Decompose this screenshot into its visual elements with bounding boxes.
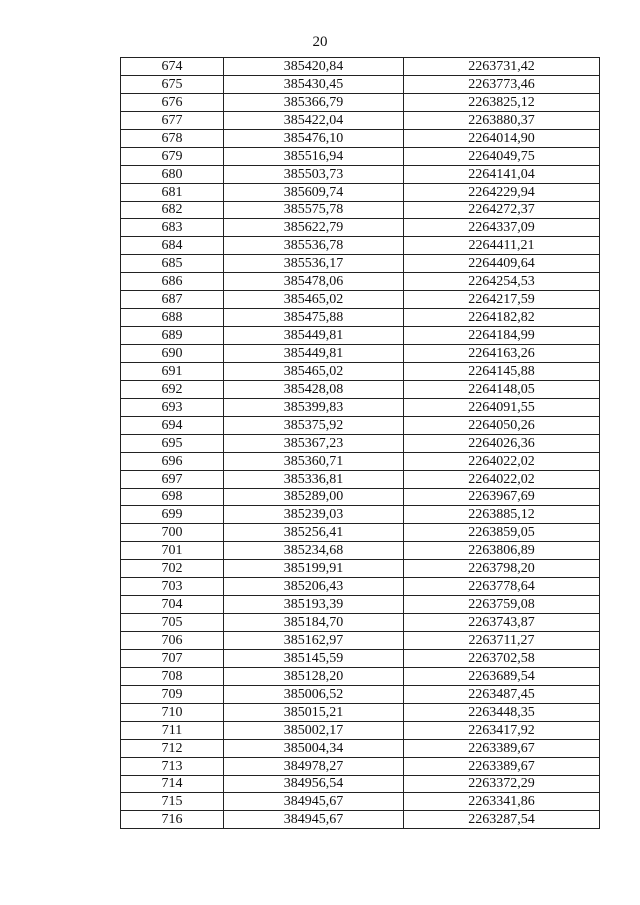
- y-coordinate-cell: 2263487,45: [404, 685, 600, 703]
- table-row: [121, 183, 600, 201]
- point-number-cell: 688: [121, 309, 224, 327]
- point-number-cell: 704: [121, 596, 224, 614]
- x-coordinate-cell: 384956,54: [224, 775, 404, 793]
- y-coordinate-cell: 2264182,82: [404, 309, 600, 327]
- point-number-cell: 697: [121, 470, 224, 488]
- x-coordinate-cell: 385256,41: [224, 524, 404, 542]
- point-number-cell: 710: [121, 703, 224, 721]
- y-coordinate-cell: 2263689,54: [404, 667, 600, 685]
- y-coordinate-cell: 2264184,99: [404, 327, 600, 345]
- table-row: [121, 327, 600, 345]
- y-coordinate-cell: 2264409,64: [404, 255, 600, 273]
- y-coordinate-cell: 2264014,90: [404, 129, 600, 147]
- y-coordinate-cell: 2263702,58: [404, 649, 600, 667]
- x-coordinate-cell: 385234,68: [224, 542, 404, 560]
- point-number-cell: 680: [121, 165, 224, 183]
- table-row: [121, 578, 600, 596]
- table-row: [121, 488, 600, 506]
- y-coordinate-cell: 2263448,35: [404, 703, 600, 721]
- point-number-cell: 703: [121, 578, 224, 596]
- point-number-cell: 705: [121, 614, 224, 632]
- y-coordinate-cell: 2264145,88: [404, 362, 600, 380]
- table-row: [121, 255, 600, 273]
- table-row: [121, 129, 600, 147]
- y-coordinate-cell: 2263372,29: [404, 775, 600, 793]
- x-coordinate-cell: 385128,20: [224, 667, 404, 685]
- coordinates-table-body: [121, 58, 600, 829]
- y-coordinate-cell: 2264254,53: [404, 273, 600, 291]
- x-coordinate-cell: 385476,10: [224, 129, 404, 147]
- point-number-cell: 714: [121, 775, 224, 793]
- y-coordinate-cell: 2263341,86: [404, 793, 600, 811]
- page-number: 20: [312, 34, 328, 50]
- x-coordinate-cell: 385336,81: [224, 470, 404, 488]
- point-number-cell: 687: [121, 291, 224, 309]
- x-coordinate-cell: 385465,02: [224, 291, 404, 309]
- table-row: [121, 273, 600, 291]
- point-number-cell: 694: [121, 416, 224, 434]
- table-row: [121, 793, 600, 811]
- point-number-cell: 713: [121, 757, 224, 775]
- table-row: [121, 757, 600, 775]
- table-row: [121, 560, 600, 578]
- y-coordinate-cell: 2264091,55: [404, 398, 600, 416]
- y-coordinate-cell: 2264148,05: [404, 380, 600, 398]
- point-number-cell: 715: [121, 793, 224, 811]
- y-coordinate-cell: 2264163,26: [404, 345, 600, 363]
- x-coordinate-cell: 385465,02: [224, 362, 404, 380]
- y-coordinate-cell: 2263967,69: [404, 488, 600, 506]
- point-number-cell: 681: [121, 183, 224, 201]
- table-row: [121, 147, 600, 165]
- y-coordinate-cell: 2264229,94: [404, 183, 600, 201]
- x-coordinate-cell: 385199,91: [224, 560, 404, 578]
- x-coordinate-cell: 385536,17: [224, 255, 404, 273]
- y-coordinate-cell: 2263711,27: [404, 632, 600, 650]
- point-number-cell: 708: [121, 667, 224, 685]
- x-coordinate-cell: 385375,92: [224, 416, 404, 434]
- point-number-cell: 683: [121, 219, 224, 237]
- x-coordinate-cell: 384978,27: [224, 757, 404, 775]
- point-number-cell: 678: [121, 129, 224, 147]
- point-number-cell: 695: [121, 434, 224, 452]
- y-coordinate-cell: 2264022,02: [404, 470, 600, 488]
- y-coordinate-cell: 2263731,42: [404, 58, 600, 76]
- point-number-cell: 707: [121, 649, 224, 667]
- y-coordinate-cell: 2264337,09: [404, 219, 600, 237]
- y-coordinate-cell: 2263825,12: [404, 93, 600, 111]
- table-row: [121, 470, 600, 488]
- table-row: [121, 506, 600, 524]
- x-coordinate-cell: 385575,78: [224, 201, 404, 219]
- point-number-cell: 712: [121, 739, 224, 757]
- point-number-cell: 690: [121, 345, 224, 363]
- x-coordinate-cell: 385006,52: [224, 685, 404, 703]
- point-number-cell: 691: [121, 362, 224, 380]
- x-coordinate-cell: 385015,21: [224, 703, 404, 721]
- x-coordinate-cell: 385004,34: [224, 739, 404, 757]
- point-number-cell: 682: [121, 201, 224, 219]
- y-coordinate-cell: 2263806,89: [404, 542, 600, 560]
- table-row: [121, 542, 600, 560]
- x-coordinate-cell: 385239,03: [224, 506, 404, 524]
- y-coordinate-cell: 2263778,64: [404, 578, 600, 596]
- table-row: [121, 58, 600, 76]
- table-row: [121, 649, 600, 667]
- table-row: [121, 667, 600, 685]
- x-coordinate-cell: 385430,45: [224, 75, 404, 93]
- point-number-cell: 692: [121, 380, 224, 398]
- table-row: [121, 219, 600, 237]
- x-coordinate-cell: 385360,71: [224, 452, 404, 470]
- y-coordinate-cell: 2263885,12: [404, 506, 600, 524]
- x-coordinate-cell: 384945,67: [224, 811, 404, 829]
- y-coordinate-cell: 2264026,36: [404, 434, 600, 452]
- x-coordinate-cell: 385366,79: [224, 93, 404, 111]
- point-number-cell: 716: [121, 811, 224, 829]
- point-number-cell: 686: [121, 273, 224, 291]
- y-coordinate-cell: 2264049,75: [404, 147, 600, 165]
- table-row: [121, 775, 600, 793]
- table-row: [121, 380, 600, 398]
- table-row: [121, 596, 600, 614]
- y-coordinate-cell: 2263880,37: [404, 111, 600, 129]
- point-number-cell: 676: [121, 93, 224, 111]
- table-row: [121, 75, 600, 93]
- point-number-cell: 689: [121, 327, 224, 345]
- point-number-cell: 701: [121, 542, 224, 560]
- x-coordinate-cell: 385002,17: [224, 721, 404, 739]
- x-coordinate-cell: 385399,83: [224, 398, 404, 416]
- x-coordinate-cell: 385193,39: [224, 596, 404, 614]
- point-number-cell: 675: [121, 75, 224, 93]
- x-coordinate-cell: 385622,79: [224, 219, 404, 237]
- table-row: [121, 811, 600, 829]
- point-number-cell: 677: [121, 111, 224, 129]
- table-row: [121, 345, 600, 363]
- x-coordinate-cell: 385609,74: [224, 183, 404, 201]
- y-coordinate-cell: 2263287,54: [404, 811, 600, 829]
- table-row: [121, 703, 600, 721]
- table-row: [121, 309, 600, 327]
- point-number-cell: 693: [121, 398, 224, 416]
- y-coordinate-cell: 2264272,37: [404, 201, 600, 219]
- table-row: [121, 291, 600, 309]
- point-number-cell: 700: [121, 524, 224, 542]
- table-row: [121, 721, 600, 739]
- y-coordinate-cell: 2263798,20: [404, 560, 600, 578]
- point-number-cell: 674: [121, 58, 224, 76]
- x-coordinate-cell: 384945,67: [224, 793, 404, 811]
- x-coordinate-cell: 385503,73: [224, 165, 404, 183]
- point-number-cell: 684: [121, 237, 224, 255]
- table-row: [121, 614, 600, 632]
- point-number-cell: 699: [121, 506, 224, 524]
- point-number-cell: 709: [121, 685, 224, 703]
- x-coordinate-cell: 385428,08: [224, 380, 404, 398]
- y-coordinate-cell: 2263417,92: [404, 721, 600, 739]
- x-coordinate-cell: 385184,70: [224, 614, 404, 632]
- table-row: [121, 452, 600, 470]
- y-coordinate-cell: 2264022,02: [404, 452, 600, 470]
- table-row: [121, 416, 600, 434]
- x-coordinate-cell: 385449,81: [224, 345, 404, 363]
- coordinates-table: [120, 57, 600, 829]
- point-number-cell: 702: [121, 560, 224, 578]
- point-number-cell: 706: [121, 632, 224, 650]
- table-row: [121, 111, 600, 129]
- table-row: [121, 201, 600, 219]
- table-row: [121, 362, 600, 380]
- point-number-cell: 696: [121, 452, 224, 470]
- x-coordinate-cell: 385516,94: [224, 147, 404, 165]
- y-coordinate-cell: 2263389,67: [404, 739, 600, 757]
- table-row: [121, 165, 600, 183]
- x-coordinate-cell: 385420,84: [224, 58, 404, 76]
- x-coordinate-cell: 385367,23: [224, 434, 404, 452]
- x-coordinate-cell: 385536,78: [224, 237, 404, 255]
- x-coordinate-cell: 385289,00: [224, 488, 404, 506]
- table-row: [121, 434, 600, 452]
- table-row: [121, 739, 600, 757]
- y-coordinate-cell: 2264141,04: [404, 165, 600, 183]
- point-number-cell: 711: [121, 721, 224, 739]
- y-coordinate-cell: 2264411,21: [404, 237, 600, 255]
- x-coordinate-cell: 385206,43: [224, 578, 404, 596]
- y-coordinate-cell: 2263773,46: [404, 75, 600, 93]
- y-coordinate-cell: 2263859,05: [404, 524, 600, 542]
- y-coordinate-cell: 2263759,08: [404, 596, 600, 614]
- point-number-cell: 685: [121, 255, 224, 273]
- x-coordinate-cell: 385475,88: [224, 309, 404, 327]
- x-coordinate-cell: 385422,04: [224, 111, 404, 129]
- x-coordinate-cell: 385478,06: [224, 273, 404, 291]
- table-row: [121, 632, 600, 650]
- x-coordinate-cell: 385449,81: [224, 327, 404, 345]
- point-number-cell: 679: [121, 147, 224, 165]
- x-coordinate-cell: 385145,59: [224, 649, 404, 667]
- table-row: [121, 398, 600, 416]
- table-row: [121, 524, 600, 542]
- y-coordinate-cell: 2264050,26: [404, 416, 600, 434]
- y-coordinate-cell: 2263389,67: [404, 757, 600, 775]
- point-number-cell: 698: [121, 488, 224, 506]
- table-row: [121, 685, 600, 703]
- y-coordinate-cell: 2264217,59: [404, 291, 600, 309]
- table-row: [121, 93, 600, 111]
- x-coordinate-cell: 385162,97: [224, 632, 404, 650]
- y-coordinate-cell: 2263743,87: [404, 614, 600, 632]
- table-row: [121, 237, 600, 255]
